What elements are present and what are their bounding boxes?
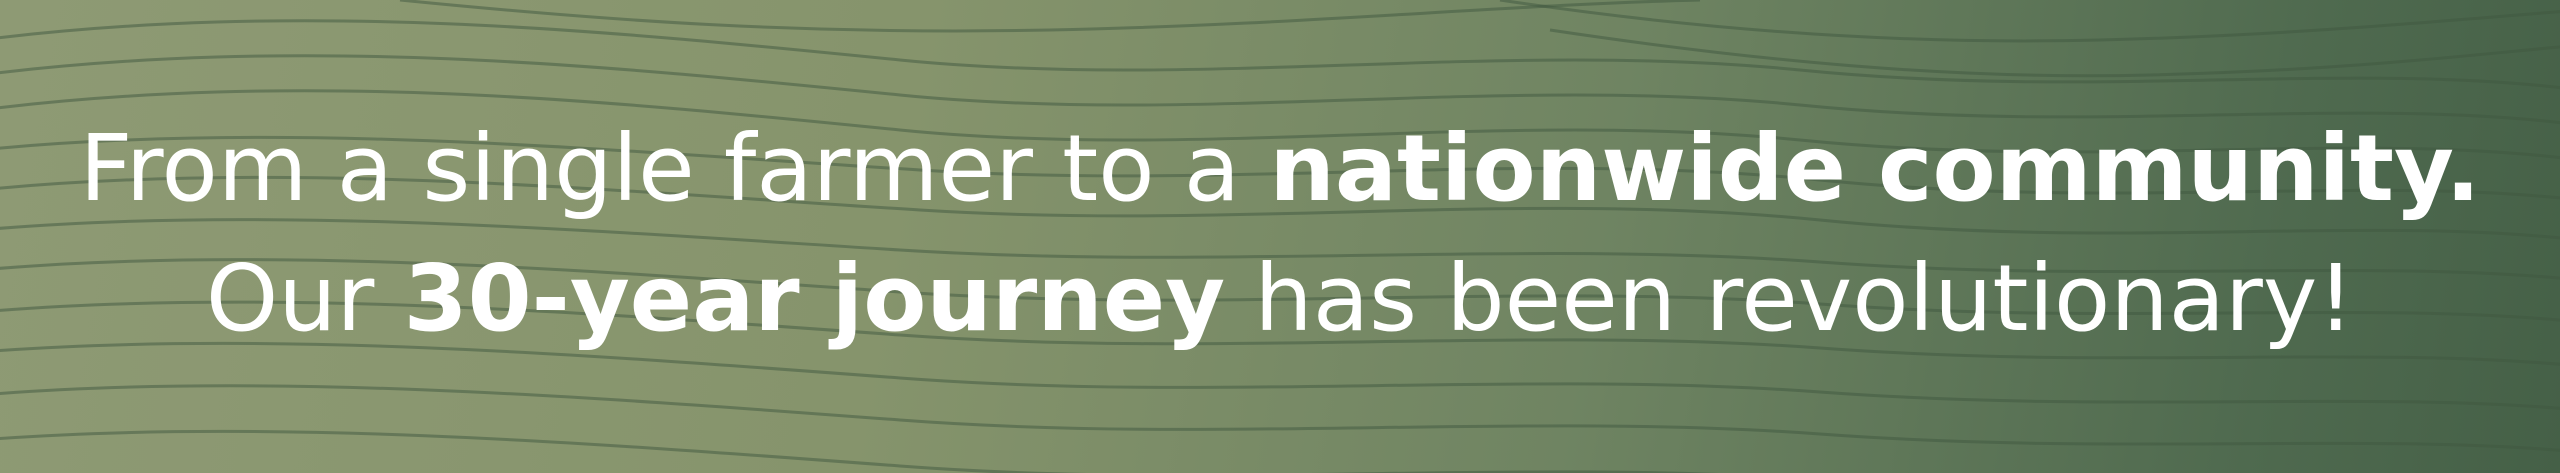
headline-line-1-bold: nationwide community. bbox=[1269, 115, 2481, 222]
headline-line-1 bbox=[0, 104, 2560, 234]
headline-line-2-before: Our bbox=[205, 245, 404, 352]
headline-line-1-regular: From a single farmer to a bbox=[79, 115, 1270, 222]
headline-line-2 bbox=[0, 234, 2560, 364]
headline-line-2-after: has been revolutionary! bbox=[1225, 245, 2355, 352]
headline-line-2-bold: 30-year journey bbox=[403, 245, 1226, 352]
headline bbox=[0, 104, 2560, 364]
